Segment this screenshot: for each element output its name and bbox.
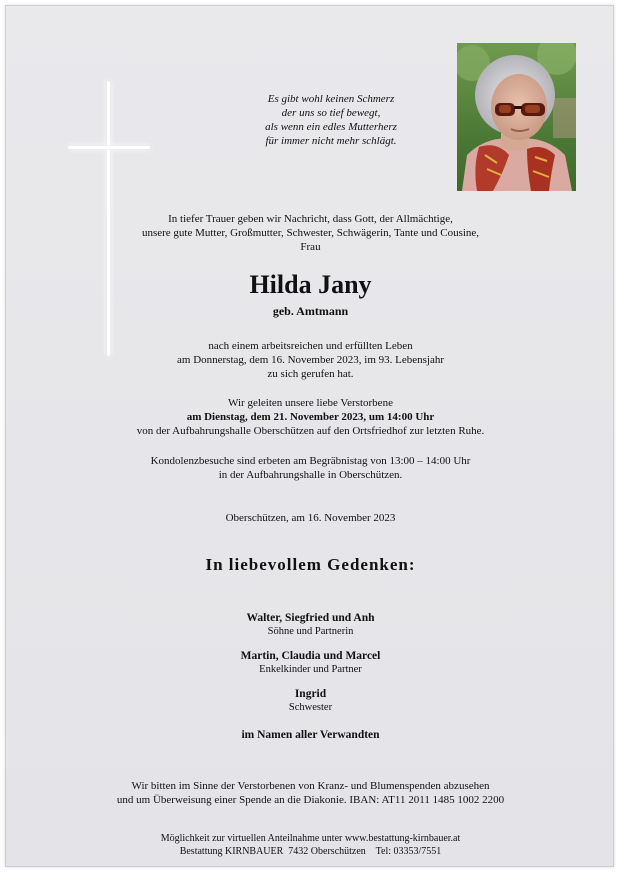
portrait-photo [457, 43, 576, 191]
mourner-names: Walter, Siegfried und Anh [246, 612, 375, 624]
intro-line: Frau [300, 241, 321, 253]
footer-contact-line: Bestattung KIRNBAUER 7432 Oberschützen Tel: 03353/7551 [179, 846, 442, 857]
condolence-text [6, 454, 615, 482]
donation-text [6, 779, 615, 807]
mourners-list [6, 611, 615, 725]
portrait-image [457, 43, 576, 191]
life-line: am Donnerstag, dem 16. November 2023, im 93. Lebensjahr [177, 354, 444, 366]
funeral-line: von der Aufbahrungshalle Oberschützen auf den Ortsfriedhof zur letzten Ruhe. [136, 425, 485, 437]
life-line: zu sich gerufen hat. [267, 368, 354, 380]
mourner-entry [6, 611, 615, 638]
mourner-entry [6, 649, 615, 676]
funeral-text [6, 396, 615, 438]
life-line: nach einem arbeitsreichen und erfüllten Leben [208, 340, 413, 352]
condolence-line: Kondolenzbesuche sind erbeten am Begräbnistag von 13:00 – 14:00 Uhr [150, 455, 471, 467]
relatives-line: im Namen aller Verwandten [241, 729, 380, 741]
obituary-card [5, 5, 614, 867]
poem-line: Es gibt wohl keinen Schmerz [267, 93, 395, 105]
footer [6, 832, 615, 858]
life-text [6, 339, 615, 381]
poem-line: für immer nicht mehr schlägt. [265, 135, 397, 147]
intro-line: In tiefer Trauer geben wir Nachricht, dass Gott, der Allmächtige, [168, 213, 453, 225]
poem [206, 92, 456, 148]
condolence-line: in der Aufbahrungshalle in Oberschützen. [218, 469, 403, 481]
funeral-line: Wir geleiten unsere liebe Verstorbene [228, 397, 393, 409]
poem-line: der uns so tief bewegt, [281, 107, 381, 119]
donation-line: Wir bitten im Sinne der Verstorbenen von Kranz- und Blumenspenden abzusehen [131, 780, 490, 792]
donation-line: und um Überweisung einer Spende an die Diakonie. IBAN: AT11 2011 1485 1002 2200 [116, 794, 505, 806]
mourner-entry [6, 687, 615, 714]
footer-website-line: Möglichkeit zur virtuellen Anteilnahme unter www.bestattung-kirnbauer.at [160, 833, 461, 844]
intro-text [6, 212, 615, 254]
memory-heading: In liebevollem Gedenken: [205, 555, 416, 574]
mourner-relation: Söhne und Partnerin [267, 626, 354, 637]
cross-horizontal-beam [68, 146, 150, 149]
maiden-name: geb. Amtmann [272, 304, 349, 318]
mourner-relation: Schwester [288, 702, 333, 713]
place-date: Oberschützen, am 16. November 2023 [225, 512, 396, 524]
mourner-names: Ingrid [294, 688, 327, 700]
deceased-name: Hilda Jany [249, 270, 372, 299]
intro-line: unsere gute Mutter, Großmutter, Schwester, Schwägerin, Tante und Cousine, [141, 227, 480, 239]
mourner-names: Martin, Claudia und Marcel [240, 650, 381, 662]
poem-line: als wenn ein edles Mutterherz [265, 121, 397, 133]
mourner-relation: Enkelkinder und Partner [259, 664, 362, 675]
funeral-date-time: am Dienstag, dem 21. November 2023, um 14:00 Uhr [186, 411, 435, 423]
